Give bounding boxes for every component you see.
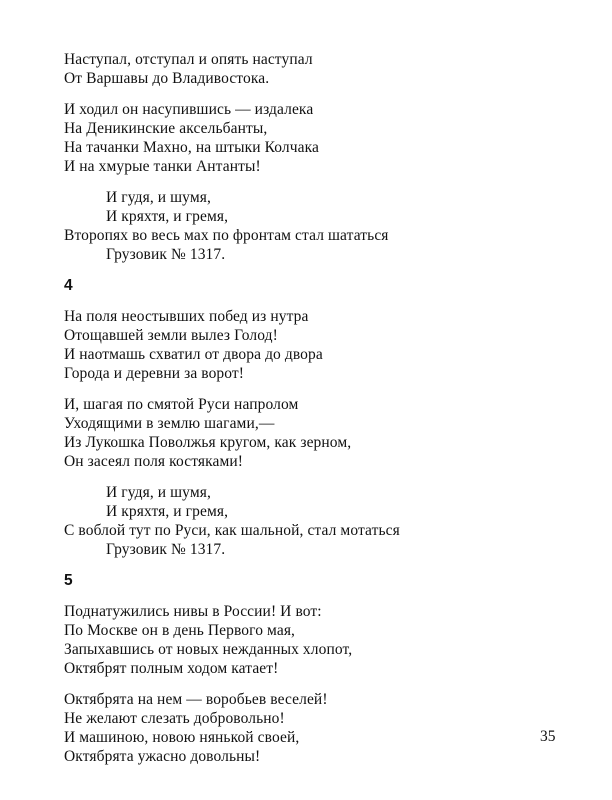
poem-line: Поднатужились нивы в России! И вот: (64, 603, 322, 620)
poem-line: Из Лукошка Поволжья кругом, как зерном, (64, 434, 352, 451)
poem-line: Он засеял поля костяками! (64, 453, 244, 470)
poem-line: Наступал, отступал и опять наступал (64, 51, 313, 68)
poem-line: На тачанки Махно, на штыки Колчака (64, 139, 320, 156)
poem-line: От Варшавы до Владивостока. (64, 70, 270, 87)
refrain-line: И кряхтя, и гремя, (106, 503, 229, 520)
section-number: 5 (64, 572, 73, 589)
poem-line: Октябрят полным ходом катает! (64, 660, 279, 677)
refrain-line: С воблой тут по Руси, как шальной, стал мотаться (64, 522, 400, 539)
poem-line: Отощавшей земли вылез Голод! (64, 327, 278, 344)
poem-line: На Деникинские аксельбанты, (64, 120, 268, 137)
refrain-line: И кряхтя, и гремя, (106, 208, 229, 225)
poem-line: Города и деревни за ворот! (64, 365, 245, 382)
poem-line: Запыхавшись от новых нежданных хлопот, (64, 641, 353, 658)
poem-line: Не желают слезать добровольно! (64, 710, 285, 727)
poem-line: Уходящими в землю шагами,— (64, 415, 275, 432)
poem-line: И машиною, новою нянькой своей, (64, 729, 300, 746)
poem-line: На поля неостывших побед из нутра (64, 308, 309, 325)
poem-line: Октябрята ужасно довольны! (64, 748, 261, 765)
refrain-line: И гудя, и шумя, (106, 484, 211, 501)
refrain-line: Грузовик № 1317. (106, 541, 226, 558)
section-number: 4 (64, 277, 73, 294)
poem-line: Октябрята на нем — воробьев веселей! (64, 691, 328, 708)
refrain-line: Грузовик № 1317. (106, 246, 226, 263)
poem-line: И на хмурые танки Антанты! (64, 158, 261, 175)
refrain-line: И гудя, и шумя, (106, 189, 211, 206)
refrain-line: Второпях во весь мах по фронтам стал шататься (64, 227, 389, 244)
poem-line: И наотмашь схватил от двора до двора (64, 346, 323, 363)
poem-line: И, шагая по смятой Руси напролом (64, 396, 299, 413)
page-number: 35 (540, 728, 556, 745)
poem-line: По Москве он в день Первого мая, (64, 622, 296, 639)
poem-line: И ходил он насупившись — издалека (64, 101, 314, 118)
